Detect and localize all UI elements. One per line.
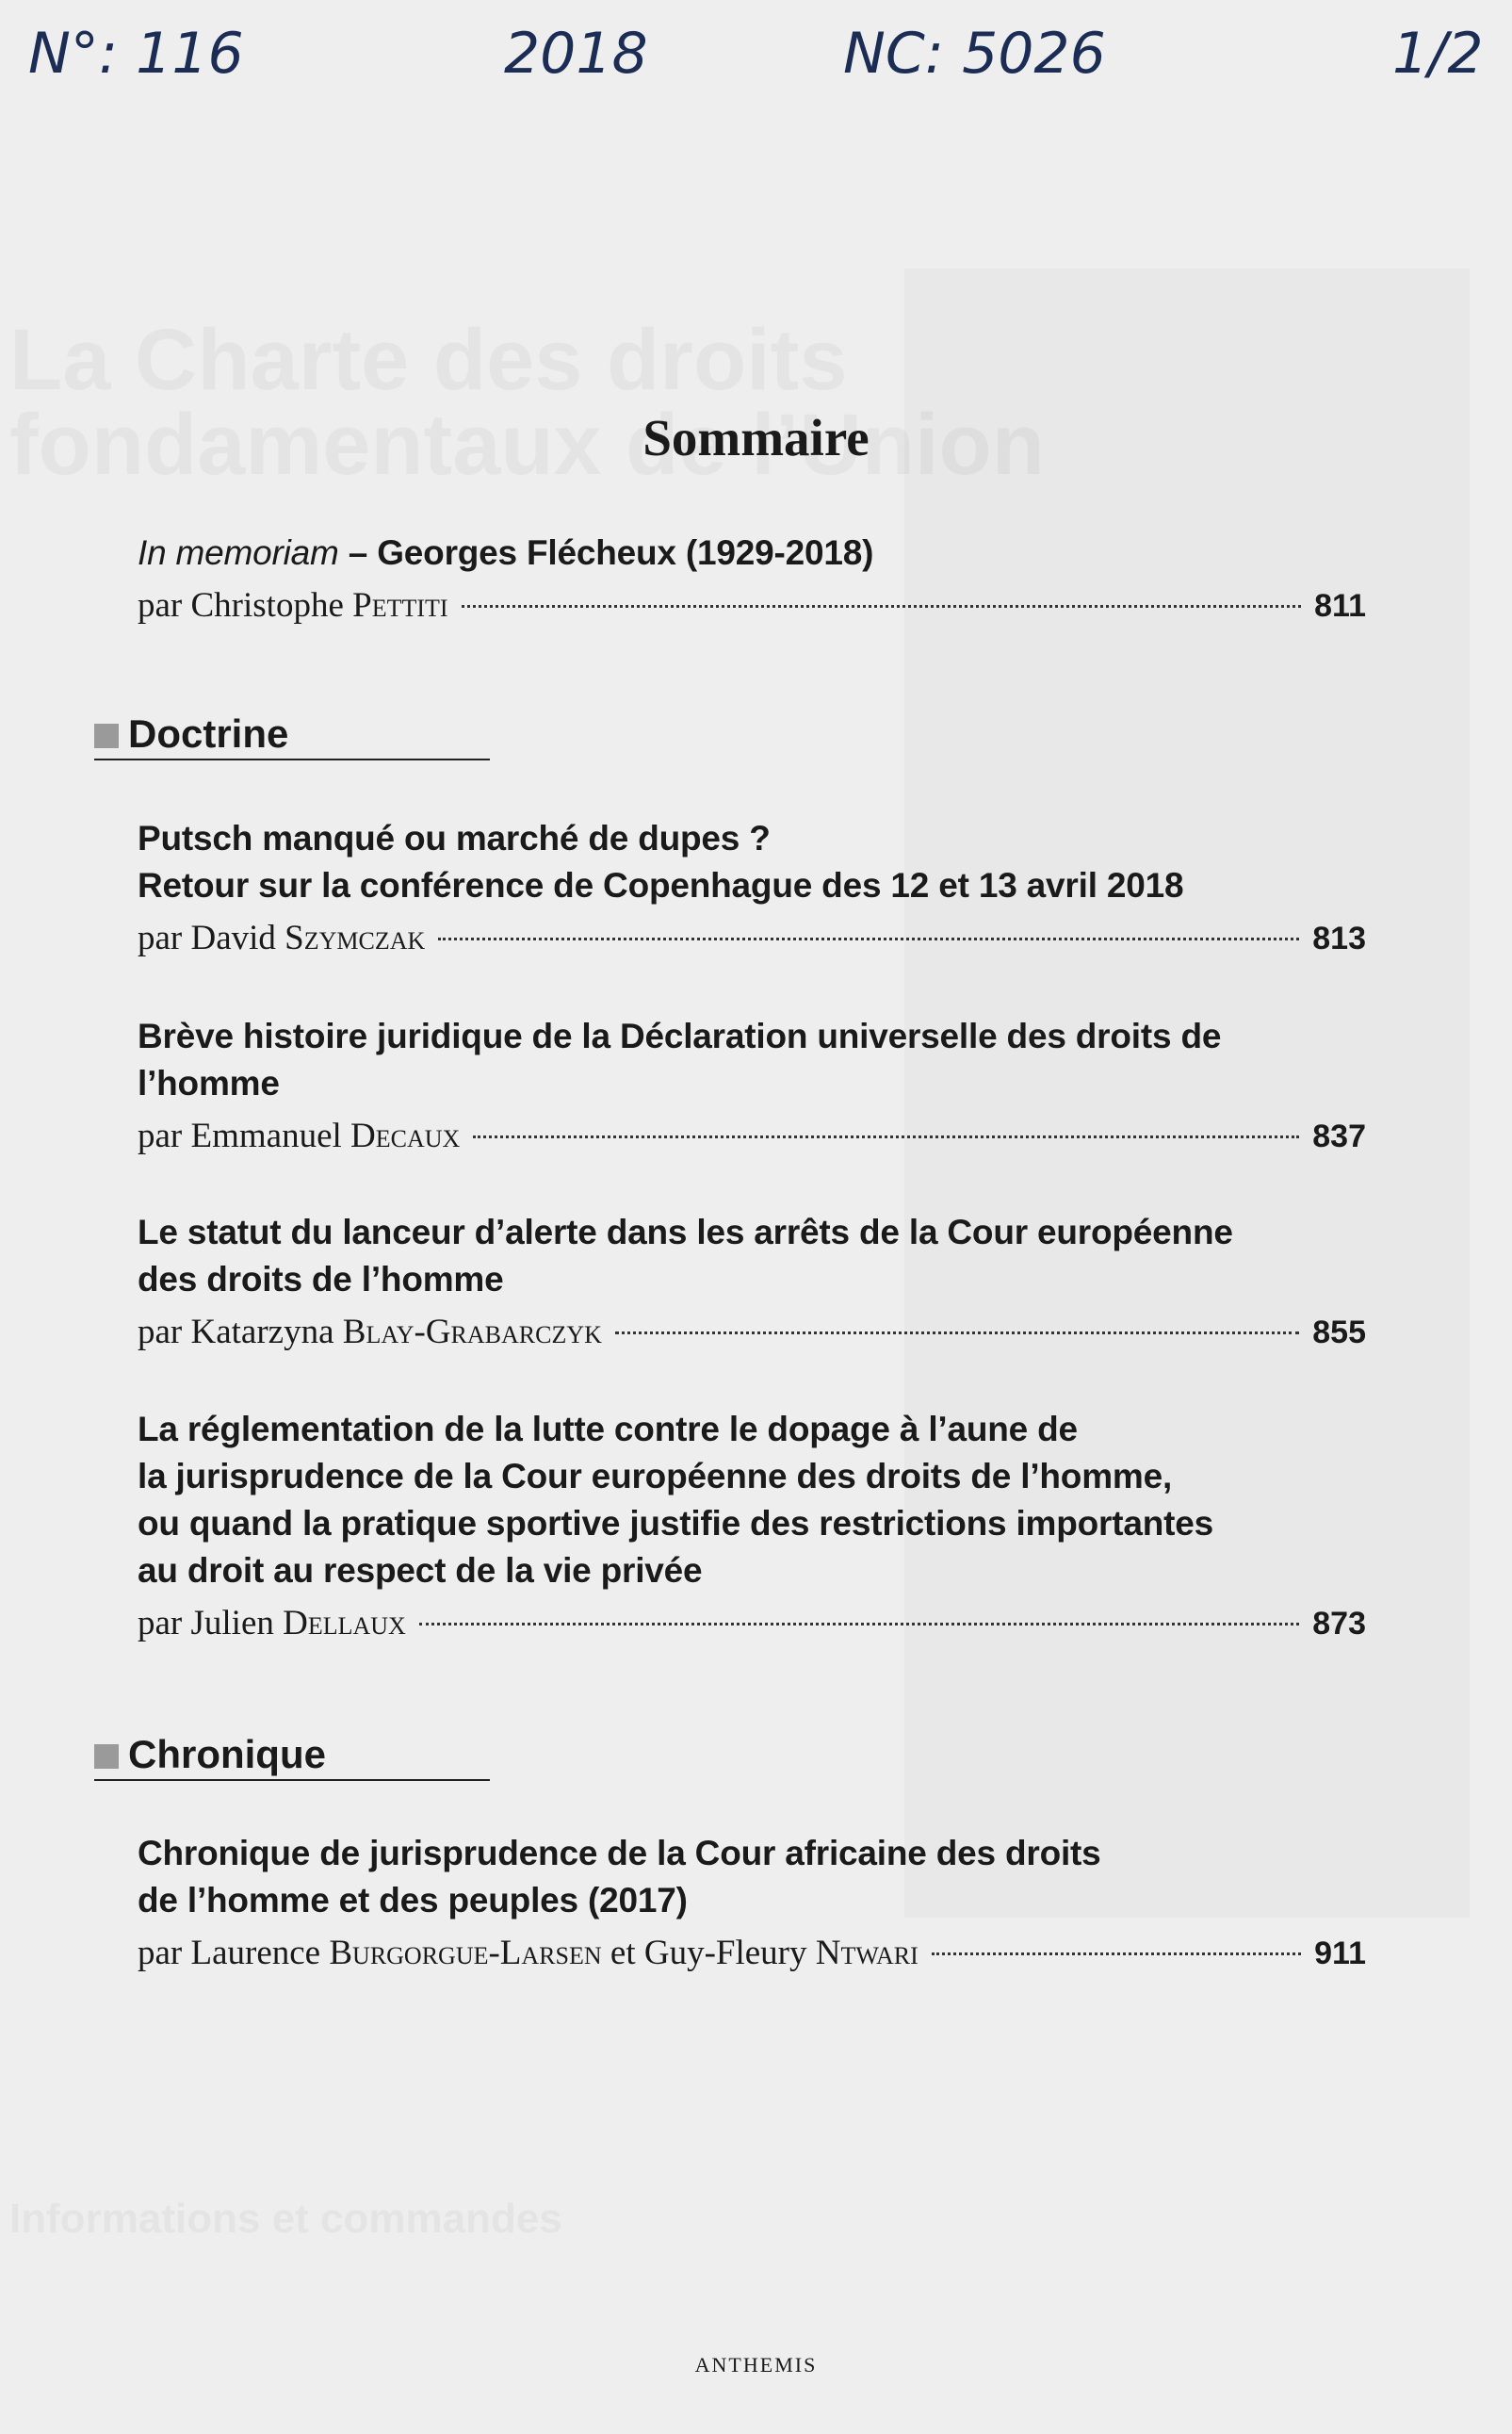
entry-page-number: 873 (1312, 1606, 1366, 1642)
entry-title: Le statut du lanceur d’alerte dans les arrêts de la Cour européenne des droits de l’homme (138, 1213, 1233, 1299)
dot-leader (473, 1135, 1299, 1138)
entry-page-number: 911 (1314, 1936, 1366, 1971)
bleed-through-text (9, 311, 848, 410)
dot-leader (438, 938, 1299, 940)
entry-author: par Laurence Burgorgue-Larsen et Guy-Fleury Ntwari (138, 1934, 919, 1972)
toc-entry (138, 815, 1366, 962)
entry-title: Chronique de jurisprudence de la Cour africaine des droits de l’homme et des peuples (2017) (138, 1834, 1101, 1919)
dot-leader (932, 1952, 1301, 1955)
entry-page-number: 813 (1312, 921, 1366, 956)
toc-entry (138, 1830, 1366, 1977)
entry-title-rest: – Georges Flécheux (1929-2018) (338, 533, 874, 572)
entry-byline (138, 1113, 1366, 1160)
toc-entry (138, 1209, 1366, 1356)
entry-author: par David Szymczak (138, 919, 426, 957)
dot-leader (615, 1331, 1299, 1334)
bleed-through-text (9, 2196, 562, 2243)
publisher-footer: ANTHEMIS (694, 2353, 818, 2377)
entry-byline (138, 915, 1366, 962)
entry-author: par Emmanuel Decaux (138, 1117, 461, 1155)
section-square-icon (94, 724, 119, 748)
entry-byline (138, 1600, 1366, 1647)
toc-entry-memoriam (138, 530, 1366, 629)
page-title: Sommaire (642, 409, 870, 466)
section-heading-chronique: Chronique (94, 1732, 490, 1781)
entry-title (138, 530, 1366, 577)
entry-page-number: 811 (1314, 588, 1366, 624)
entry-title: Putsch manqué ou marché de dupes ? Retour sur la conférence de Copenhague des 12 et 13 avril 2018 (138, 819, 1184, 905)
entry-author: par Christophe Pettiti (138, 586, 448, 625)
section-square-icon (94, 1744, 119, 1769)
toc-entry (138, 1406, 1366, 1647)
handwritten-code: NC: 5026 (843, 21, 1106, 87)
entry-title-italic: In memoriam (138, 533, 339, 572)
entry-byline (138, 1930, 1366, 1977)
entry-page-number: 855 (1312, 1315, 1366, 1350)
handwritten-fraction: 1/2 (1392, 21, 1484, 87)
entry-page-number: 837 (1312, 1119, 1366, 1154)
entry-title: La réglementation de la lutte contre le dopage à l’aune de la jurisprudence de la Cour européenne des droits de l’homme, ou quand la pratique sportive justifie des restrictions importantes au droit au respect de la vie privée (138, 1410, 1214, 1590)
handwritten-number: N°: 116 (28, 21, 244, 87)
handwritten-year: 2018 (504, 21, 648, 87)
dot-leader (462, 605, 1302, 608)
entry-author: par Julien Dellaux (138, 1604, 406, 1642)
dot-leader (419, 1623, 1299, 1625)
entry-byline (138, 1309, 1366, 1356)
entry-author: par Katarzyna Blay-Grabarczyk (138, 1313, 602, 1351)
toc-entry (138, 1013, 1366, 1160)
entry-title: Brève histoire juridique de la Déclaration universelle des droits de l’homme (138, 1017, 1222, 1103)
entry-byline (138, 582, 1366, 629)
section-heading-doctrine: Doctrine (94, 711, 490, 760)
